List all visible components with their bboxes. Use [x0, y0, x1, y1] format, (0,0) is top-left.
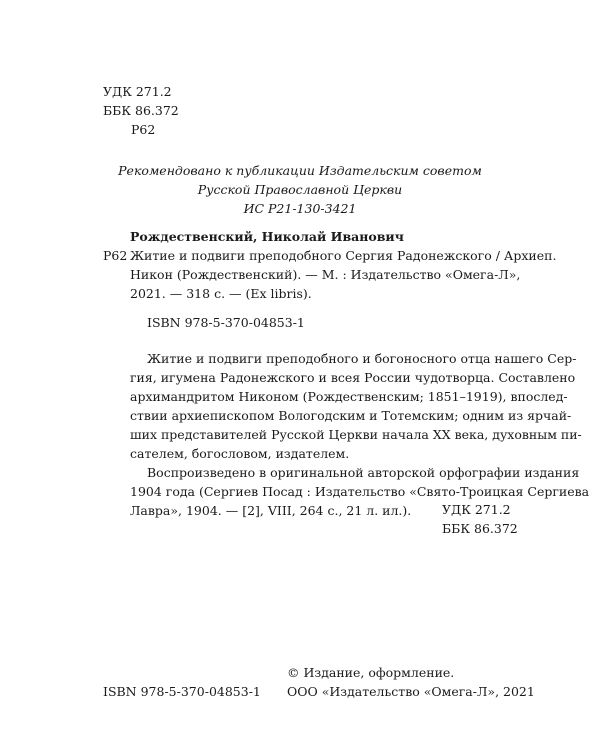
annotation-p1-line: ствии архиепископом Вологодским и Тотемским; одним из ярчай-: [130, 408, 572, 423]
author-sign-code: Р62: [131, 122, 156, 137]
annotation-p1-line: сателем, богословом, издателем.: [130, 446, 350, 461]
isbn-main: ISBN 978-5-370-04853-1: [147, 315, 305, 330]
udk-code-bottom: УДК 271.2: [442, 502, 511, 517]
annotation-p1-line: гия, игумена Радонежского и всея России чудотворца. Составлено: [130, 370, 576, 385]
isbn-footer: ISBN 978-5-370-04853-1: [103, 684, 261, 699]
bbk-code: ББК 86.372: [103, 103, 179, 118]
recommendation-line-2: Русской Православной Церкви: [197, 182, 403, 197]
annotation-p2-line: Лавра», 1904. — [2], VIII, 264 с., 21 л. ил.).: [130, 503, 412, 518]
biblio-line-1: Житие и подвиги преподобного Сергия Радонежского / Архиеп.: [130, 248, 557, 263]
recommendation-line-3: ИС Р21-130-3421: [243, 201, 357, 216]
copyright-line-1: © Издание, оформление.: [287, 665, 455, 680]
copyright-line-2: ООО «Издательство «Омега-Л», 2021: [287, 684, 535, 699]
udk-code: УДК 271.2: [103, 84, 172, 99]
classification-block-bottom: [442, 500, 518, 538]
annotation: [130, 349, 590, 520]
biblio-line-3: 2021. — 318 с. — (Ex libris).: [130, 286, 312, 301]
author-heading: Рождественский, Николай Иванович: [130, 229, 404, 244]
annotation-p2-line: Воспроизведено в оригинальной авторской орфографии издания: [147, 465, 580, 480]
bbk-code-bottom: ББК 86.372: [442, 521, 518, 536]
biblio-line-2: Никон (Рождественский). — М. : Издательство «Омега-Л»,: [130, 267, 521, 282]
classification-block-top: [103, 82, 179, 139]
recommendation-block: [100, 161, 500, 218]
annotation-p1-line: архимандритом Никоном (Рождественским; 1851–1919), впослед-: [130, 389, 568, 404]
bibliographic-description: [130, 246, 557, 303]
annotation-p1-line: Житие и подвиги преподобного и богоносного отца нашего Сер-: [147, 351, 577, 366]
annotation-p1-line: ших представителей Русской Церкви начала XX века, духовным пи-: [130, 427, 582, 442]
recommendation-line-1: Рекомендовано к публикации Издательским советом: [118, 163, 482, 178]
author-sign-label: Р62: [103, 248, 128, 263]
copyright-notice: [287, 663, 535, 701]
annotation-p2-line: 1904 года (Сергиев Посад : Издательство «Свято-Троицкая Сергиева: [130, 484, 590, 499]
